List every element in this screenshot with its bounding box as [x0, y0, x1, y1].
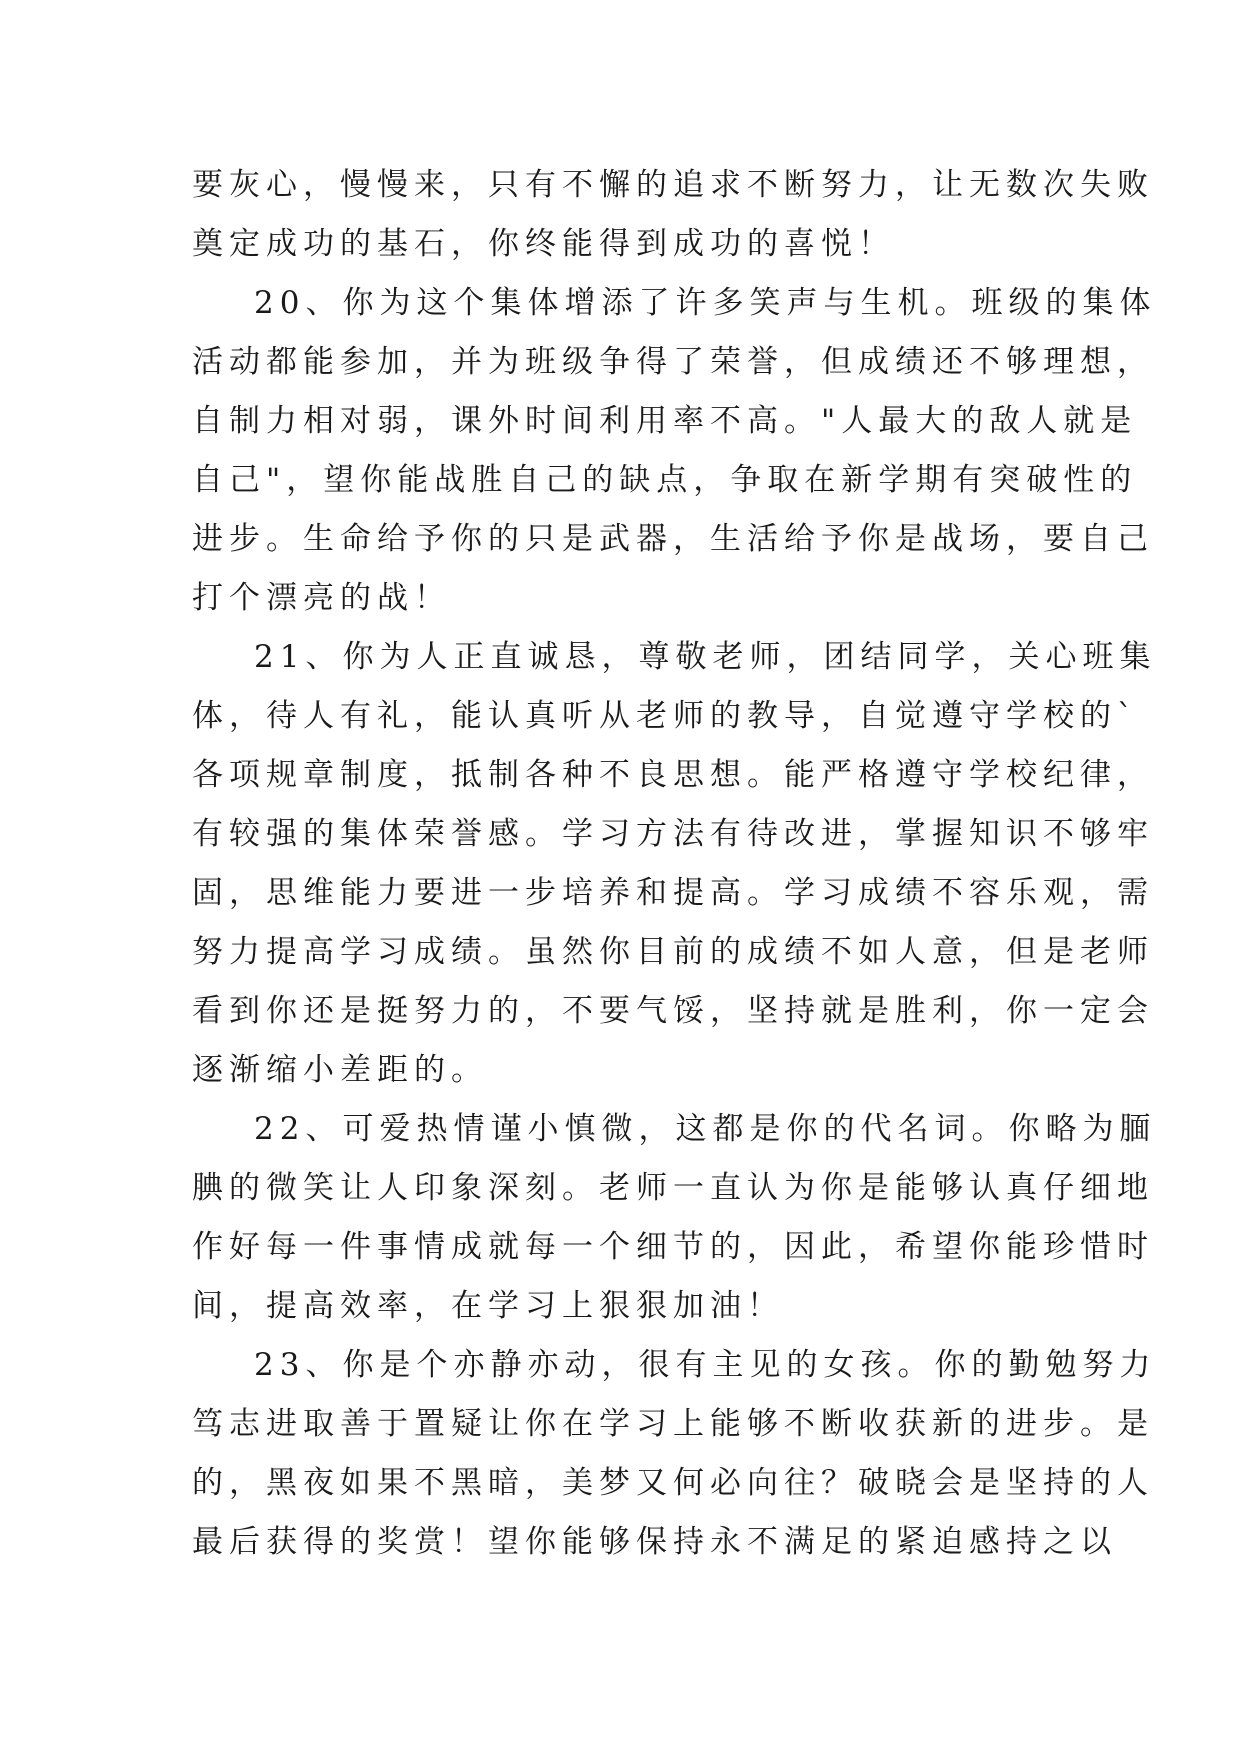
text-line: 体，待人有礼，能认真听从老师的教导，自觉遵守学校的` — [192, 698, 1139, 734]
text-line: 努力提高学习成绩。虽然你目前的成绩不如人意，但是老师 — [192, 934, 1154, 970]
text-line: 逐渐缩小差距的。 — [192, 1052, 488, 1088]
text-line: 进步。生命给予你的只是武器，生活给予你是战场，要自己 — [192, 521, 1154, 557]
text-line: 要灰心，慢慢来，只有不懈的追求不断努力，让无数次失败 — [192, 167, 1154, 203]
text-line: 最后获得的奖赏！望你能够保持永不满足的紧迫感持之以 — [192, 1524, 1117, 1560]
text-line: 固，思维能力要进一步培养和提高。学习成绩不容乐观，需 — [192, 875, 1154, 911]
text-line: 作好每一件事情成就每一个细节的，因此，希望你能珍惜时 — [192, 1229, 1154, 1265]
text-line: 各项规章制度，抵制各种不良思想。能严格遵守学校纪律， — [192, 757, 1154, 793]
text-line: 奠定成功的基石，你终能得到成功的喜悦！ — [192, 226, 895, 262]
text-line: 腆的微笑让人印象深刻。老师一直认为你是能够认真仔细地 — [192, 1170, 1154, 1206]
text-line: 笃志进取善于置疑让你在学习上能够不断收获新的进步。是 — [192, 1406, 1154, 1442]
document-body — [192, 156, 1157, 1572]
text-line: 活动都能参加，并为班级争得了荣誉，但成绩还不够理想， — [192, 344, 1154, 380]
text-line: 自制力相对弱，课外时间利用率不高。"人最大的敌人就是 — [192, 403, 1138, 439]
text-line: 有较强的集体荣誉感。学习方法有待改进，掌握知识不够牢 — [192, 816, 1154, 852]
text-line: 看到你还是挺努力的，不要气馁，坚持就是胜利，你一定会 — [192, 993, 1154, 1029]
text-line: 23、你是个亦静亦动，很有主见的女孩。你的勤勉努力 — [254, 1347, 1157, 1383]
text-line: 的，黑夜如果不黑暗，美梦又何必向往？破晓会是坚持的人 — [192, 1465, 1154, 1501]
text-line: 间，提高效率，在学习上狠狠加油！ — [192, 1288, 784, 1324]
text-line: 22、可爱热情谨小慎微，这都是你的代名词。你略为腼 — [254, 1111, 1157, 1147]
text-line: 21、你为人正直诚恳，尊敬老师，团结同学，关心班集 — [254, 639, 1157, 675]
text-line: 自己"，望你能战胜自己的缺点，争取在新学期有突破性的 — [192, 462, 1138, 498]
text-line: 20、你为这个集体增添了许多笑声与生机。班级的集体 — [254, 285, 1157, 321]
text-line: 打个漂亮的战！ — [192, 580, 451, 616]
